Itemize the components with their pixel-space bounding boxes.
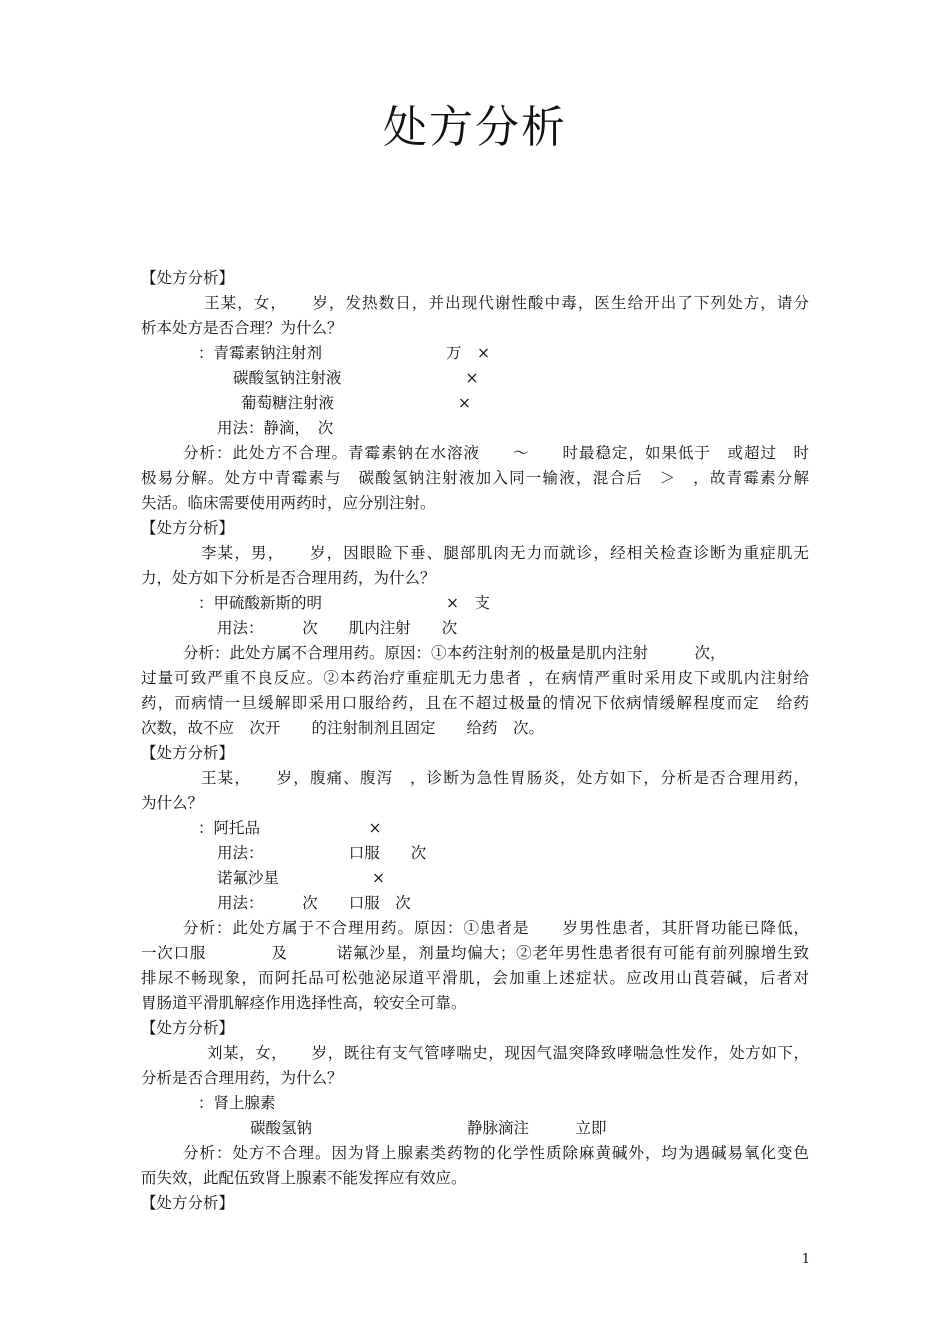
prescription-line: 葡萄糖注射液 × (241, 394, 471, 412)
usage-line: 用法：静滴， 次 (217, 419, 334, 437)
case-text: 王某，女， 岁，发热数日，并出现代谢性酸中毒，医生给开出了下列处方，请分 (204, 294, 809, 312)
prescription-line: 碳酸氢钠注射液 × (233, 369, 479, 387)
analysis-text: 失活。临床需要使用两药时，应分别注射。 (141, 494, 436, 512)
analysis-text: 分析：此处方属不合理用药。原因：①本药注射剂的极量是肌内注射 次， (183, 644, 726, 662)
page-number: 1 (801, 1252, 810, 1267)
analysis-text: 药，而病情一旦缓解即采用口服给药，且在不超过极量的情况下依病情缓解程度而定 给药 (141, 694, 809, 712)
case-text: 刘某，女， 岁，既往有支气管哮喘史，现因气温突降致哮喘急性发作，处方如下， (207, 1044, 809, 1062)
prescription-line: 诺氟沙星 × (217, 869, 385, 887)
analysis-text: 分析：此处方属于不合理用药。原因：①患者是 岁男性患者，其肝肾功能已降低， (183, 919, 809, 937)
case-text: 析本处方是否合理？为什么？ (141, 319, 343, 337)
case-header: 【处方分析】 (141, 519, 235, 537)
analysis-text: 排尿不畅现象，而阿托品可松弛泌尿道平滑肌，会加重上述症状。应改用山莨菪碱，后者对 (141, 969, 809, 987)
case-header: 【处方分析】 (141, 1019, 235, 1037)
case-header: 【处方分析】 (141, 744, 235, 762)
usage-line: 用法： 次 口服 次 (217, 894, 411, 912)
prescription-line: ：阿托品 × (198, 819, 382, 837)
prescription-line: ：甲硫酸新斯的明 × 支 (198, 594, 490, 612)
case-text: 李某，男， 岁，因眼睑下垂、腿部肌肉无力而就诊，经相关检查诊断为重症肌无 (201, 544, 809, 562)
analysis-text: 而失效，此配伍致肾上腺素不能发挥应有效应。 (141, 1169, 467, 1187)
analysis-text: 胃肠道平滑肌解痉作用选择性高，较安全可靠。 (141, 994, 467, 1012)
analysis-text: 分析：处方不合理。因为肾上腺素类药物的化学性质除麻黄碱外，均为遇碱易氧化变色 (183, 1144, 809, 1162)
case-header: 【处方分析】 (141, 1194, 235, 1212)
usage-line: 用法： 口服 次 (217, 844, 427, 862)
prescription-line: ：肾上腺素 (198, 1094, 276, 1112)
case-header: 【处方分析】 (141, 269, 235, 287)
usage-line: 用法： 次 肌内注射 次 (217, 619, 458, 637)
analysis-text: 分析：此处方不合理。青霉素钠在水溶液 ～ 时最稳定，如果低于 或超过 时 (183, 444, 809, 462)
page-title: 处方分析 (383, 102, 567, 153)
case-text: 力，处方如下分析是否合理用药，为什么？ (141, 569, 436, 587)
prescription-line: ：青霉素钠注射剂 万 × (198, 344, 490, 362)
analysis-text: 一次口服 及 诺氟沙星，剂量均偏大；②老年男性患者很有可能有前列腺增生致 (141, 944, 809, 962)
analysis-text: 次数，故不应 次开 的注射制剂且固定 给药 次。 (141, 719, 545, 737)
prescription-line: 碳酸氢钠 静脉滴注 立即 (250, 1119, 607, 1137)
case-text: 王某， 岁，腹痛、腹泻 ，诊断为急性胃肠炎，处方如下，分析是否合理用药， (201, 769, 809, 787)
analysis-text: 过量可致严重不良反应。②本药治疗重症肌无力患者 ，在病情严重时采用皮下或肌内注射给 (141, 669, 809, 687)
case-text: 为什么？ (141, 794, 204, 812)
case-text: 分析是否合理用药，为什么？ (141, 1069, 343, 1087)
analysis-text: 极易分解。处方中青霉素与 碳酸氢钠注射液加入同一输液，混合后 ＞ ，故青霉素分解 (141, 469, 809, 487)
